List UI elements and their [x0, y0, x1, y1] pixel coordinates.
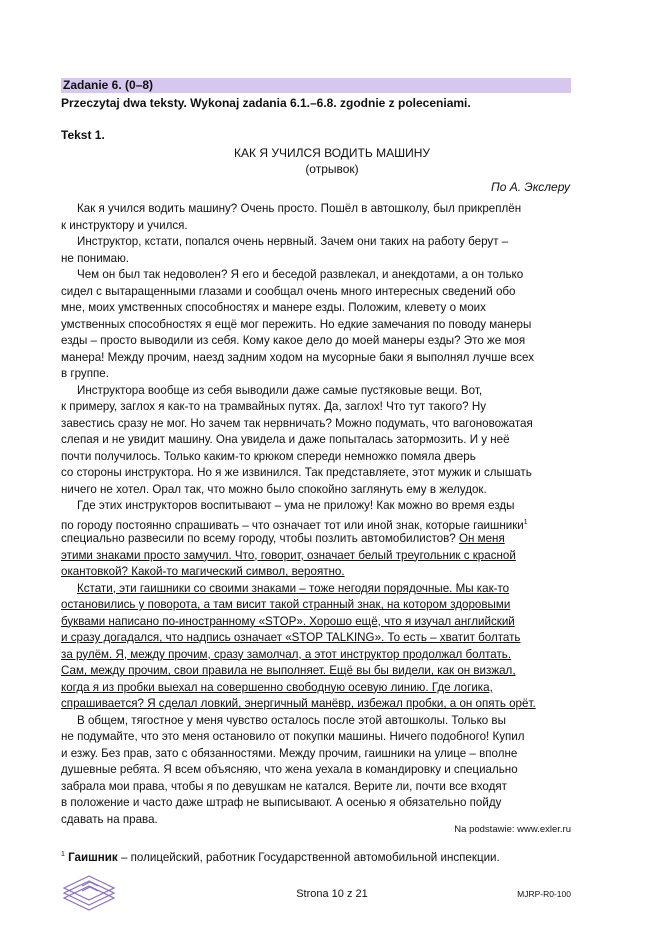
text-line: [61, 515, 576, 532]
text-line: Инструктор, кстати, попался очень нервный. Зачем они таких на работу берут –: [77, 235, 509, 248]
footnote: [61, 851, 500, 864]
text-line: почти получилось. Только каким-то крюком спереди немножко помяла дверь: [61, 449, 476, 463]
story-body: [61, 201, 576, 828]
text-line: ничего не хотел. Орал так, что можно было спокойно заглянуть ему в желудок.: [61, 482, 487, 496]
text-line: в положение и часто даже штраф не выписывают. А осенью я обязательно пойду: [61, 796, 502, 809]
text-line: к примеру, заглох я как-то на трамвайных путях. Да, заглох! Что тут такого? Ну: [61, 400, 487, 413]
text-line: завестись сразу не мог. Но зачем так нервничать? Можно подумать, что вагоновожатая: [61, 416, 533, 430]
footnote-marker: 1: [61, 851, 65, 859]
text-line: Где этих инструкторов воспитывают – ума не приложу! Как можно во время езды: [77, 499, 515, 512]
task-label: Zadanie 6. (0–8): [63, 78, 154, 92]
footnote-ref: 1: [523, 518, 528, 526]
source-note: Na podstawie: www.exler.ru: [454, 824, 571, 835]
text-line-part: специально развесили по всему городу, чтобы позлить автомобилистов?: [61, 532, 456, 545]
story-author: По А. Экслеру: [491, 180, 570, 194]
exam-code: MJRP-R0-100: [517, 889, 571, 899]
footnote-term: Гаишник: [68, 851, 118, 864]
text-line: мне, моих умственных способностях и манере езды. Положим, клевету о моих: [61, 301, 486, 314]
text-line: со стороны инструктора. Но я же извинился. Так представляете, этот мужик и слышать: [61, 466, 532, 479]
task-instruction: Przeczytaj dwa teksty. Wykonaj zadania 6.1.–6.8. zgodnie z poleceniami.: [61, 96, 471, 110]
text-line: Сам, между прочим, свои правила не выполняет. Ещё вы бы видели, как он визжал,: [61, 664, 516, 677]
text-line-part: по городу постоянно спрашивать – что означает тот или иной знак, которые гаишники: [61, 518, 524, 532]
story-title: КАК Я УЧИЛСЯ ВОДИТЬ МАШИНУ: [234, 146, 430, 160]
text-line: и сразу догадался, что надпись означает «STOP TALKING». То есть – хватит болтать: [61, 631, 521, 644]
text-line: сдавать на права.: [61, 812, 158, 826]
text-line: за рулём. Я, между прочим, сразу замолчал, а этот инструктор продолжал болтать.: [61, 647, 512, 661]
text-line: когда я из пробки выехал на совершенно свободную осевую линию. Где логика,: [61, 680, 493, 694]
text-line: этими знаками просто замучил. Что, говорит, означает белый треугольник с красной: [61, 548, 516, 562]
text-line: Как я учился водить машину? Очень просто. Пошёл в автошколу, был прикреплён: [77, 202, 522, 215]
underlined-fragment: Кстати, эти гаишники со своими знаками – тоже негодяи порядочные. Мы как-то: [77, 581, 510, 595]
text-heading: Tekst 1.: [61, 128, 105, 142]
text-line: Инструктора вообще из себя выводили даже самые пустяковые вещи. Вот,: [77, 383, 483, 397]
text-line: в группе.: [61, 367, 109, 380]
text-line: спрашивается? Я сделал ловкий, энергичный манёвр, избежал пробки, а он опять орёт.: [61, 697, 536, 710]
footnote-definition: – полицейский, работник Государственной автомобильной инспекции.: [117, 851, 500, 864]
text-line: езды – просто выводили из себя. Кому какое дело до моей манеры езды? Это же моя: [61, 334, 526, 347]
text-line: сидел с вытаращенными глазами и сообщал очень много интересных сведений обо: [61, 284, 516, 298]
text-line: Чем он был так недоволен? Я его и беседой развлекал, и анекдотами, а он только: [77, 268, 524, 281]
underlined-fragment: Он меня: [458, 532, 505, 545]
text-line: манера! Между прочим, наезд задним ходом на мусорные баки я выполнял лучше всех: [61, 350, 534, 364]
page-number: Strona 10 z 21: [296, 888, 368, 900]
text-line: остановились у поворота, а там висит такой странный знак, на котором здоровыми: [61, 598, 511, 611]
text-line: не понимаю.: [61, 251, 130, 265]
text-line: [61, 581, 576, 598]
text-line: умственных способностях я ещё мог пережить. Но едкие замечания по поводу манеры: [61, 317, 532, 331]
text-line: [61, 564, 576, 581]
task-header: [61, 78, 571, 93]
text-line: слепая и не увидит машину. Она увидела и даже попыталась затормозить. И у неё: [61, 433, 510, 446]
text-line: буквами написано по-иностранному «STOP». Хорошо ещё, что я изучал английский: [61, 614, 515, 628]
story-subtitle: (отрывок): [305, 162, 359, 176]
text-line: В общем, тягостное у меня чувство осталось после этой автошколы. Только вы: [77, 713, 506, 727]
text-line: и езжу. Без прав, зато с обязанностями. Между прочим, гаишники на улице – вполне: [61, 746, 518, 760]
text-line: [61, 531, 576, 548]
text-line: к инструктору и учился.: [61, 218, 188, 232]
underlined-fragment: окантовкой? Какой-то магический символ, вероятно.: [61, 565, 345, 578]
text-line: забрала мои права, чтобы я по девушкам не катался. Верите ли, почти все входят: [61, 779, 507, 793]
text-line: не подумайте, что это меня остановило от покупки машины. Ничего подобного! Купил: [61, 730, 525, 743]
text-line: душевные ребята. Я всем объясняю, что жена уехала в командировку и специально: [61, 763, 518, 776]
